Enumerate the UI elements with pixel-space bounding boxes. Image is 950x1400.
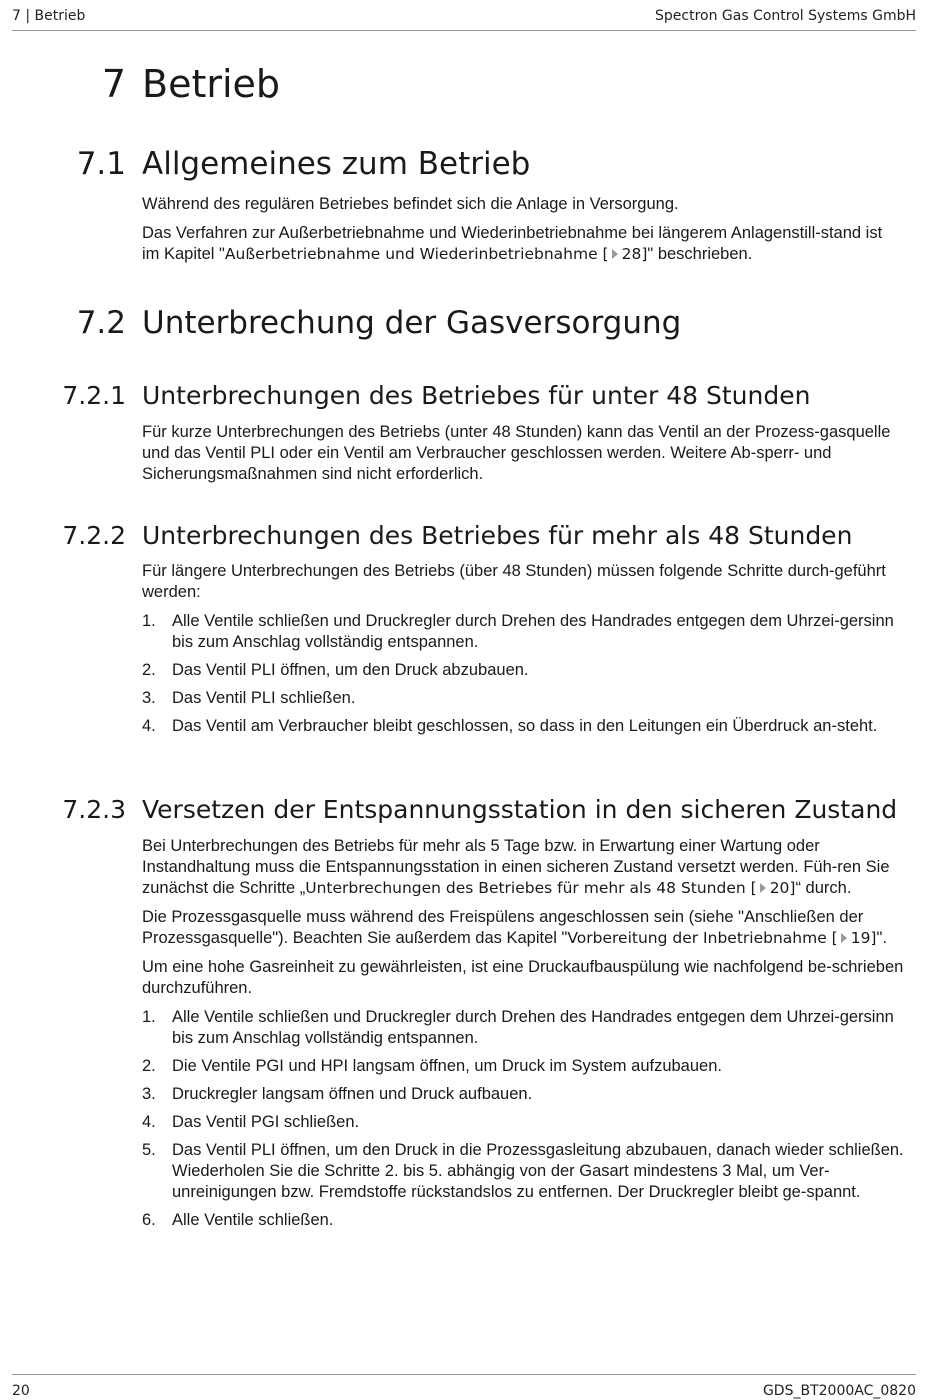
paragraph: Während des regulären Betriebes befindet sich die Anlage in Versorgung. xyxy=(142,195,679,213)
paragraph-text: Bei Unterbrechungen des Betriebs für mehr als 5 Tage bzw. in Erwartung einer Wartung oder Instandhaltung muss die Entspannungsstation in einen sicheren Zustand versetzt werden. Füh-ren Sie zunächst die Schritte „ xyxy=(142,837,890,897)
paragraph-text: ". xyxy=(876,929,887,947)
list-item-number: 4. xyxy=(142,1113,156,1131)
list-item-text: Das Ventil PGI schließen. xyxy=(172,1113,360,1131)
list-item xyxy=(142,716,908,737)
chapter-title: Betrieb xyxy=(142,62,281,106)
paragraph xyxy=(142,223,894,265)
list-item-text: Das Ventil PLI schließen. xyxy=(172,689,356,707)
paragraph-text: “ durch. xyxy=(795,879,852,897)
cross-reference-page: 28] xyxy=(621,245,648,263)
list-item-text: Das Ventil PLI öffnen, um den Druck in die Prozessgasleitung abzubauen, danach wieder schließen. xyxy=(172,1141,904,1159)
subsection-title: Versetzen der Entspannungsstation in den sicheren Zustand xyxy=(142,795,898,824)
list-item-number: 4. xyxy=(142,717,156,735)
page-header xyxy=(12,8,916,31)
list-item xyxy=(142,1112,908,1133)
list-item-number: 3. xyxy=(142,1085,156,1103)
list-item-text: Druckregler langsam öffnen und Druck aufbauen. xyxy=(172,1085,533,1103)
list-item xyxy=(142,1140,908,1203)
subsection-title: Unterbrechungen des Betriebes für unter 48 Stunden xyxy=(142,381,811,410)
paragraph xyxy=(142,836,908,899)
page-footer xyxy=(12,1374,916,1399)
cross-reference-page: 20] xyxy=(769,879,796,897)
cross-reference-link[interactable] xyxy=(305,879,795,897)
list-item-number: 1. xyxy=(142,1008,156,1026)
chapter-number: 7 xyxy=(101,62,126,106)
list-item-number: 3. xyxy=(142,689,156,707)
subsection-title: Unterbrechungen des Betriebes für mehr als 48 Stunden xyxy=(142,521,853,550)
header-section-label: 7 | Betrieb xyxy=(12,8,86,24)
list-item-text: Alle Ventile schließen und Druckregler durch Drehen des Handrades entgegen dem Uhrzei-gersinn bis zum Anschlag vollständig entspannen. xyxy=(172,1008,894,1047)
header-company-name: Spectron Gas Control Systems GmbH xyxy=(655,8,916,24)
list-item xyxy=(142,611,908,653)
list-item xyxy=(142,1056,908,1077)
cross-reference-link[interactable] xyxy=(225,245,647,263)
subsection-body-7-2-2 xyxy=(142,561,908,744)
cross-reference-page: 19] xyxy=(850,929,877,947)
paragraph xyxy=(142,907,908,949)
section-title: Unterbrechung der Gasversorgung xyxy=(142,305,682,341)
list-item-text: Das Ventil am Verbraucher bleibt geschlossen, so dass in den Leitungen ein Überdruck an-steht. xyxy=(172,717,878,735)
paragraph-text: " beschrieben. xyxy=(647,245,753,263)
subsection-number: 7.2.2 xyxy=(62,521,126,550)
paragraph-text: Die Prozessgasquelle muss während des Freispülens angeschlossen sein (siehe "Anschließen der Prozessgasquelle"). Beachten Sie außerdem das Kapitel " xyxy=(142,908,864,947)
cross-reference-text: Vorbereitung der Inbetriebnahme [ xyxy=(567,929,838,947)
list-item-number: 2. xyxy=(142,1057,156,1075)
section-body-7-1 xyxy=(142,194,912,273)
list-item xyxy=(142,688,908,709)
cross-reference-text: Unterbrechungen des Betriebes für mehr als 48 Stunden [ xyxy=(305,879,757,897)
section-title: Allgemeines zum Betrieb xyxy=(142,146,531,182)
section-number: 7.2 xyxy=(76,305,126,341)
cross-reference-link[interactable] xyxy=(567,929,876,947)
list-item-text: Das Ventil PLI öffnen, um den Druck abzubauen. xyxy=(172,661,529,679)
page-ref-arrow-icon xyxy=(760,883,766,893)
page-ref-arrow-icon xyxy=(612,249,618,259)
list-item-text: Alle Ventile schließen. xyxy=(172,1211,334,1229)
steps-list xyxy=(142,611,908,737)
paragraph: Um eine hohe Gasreinheit zu gewährleisten, ist eine Druckaufbauspülung wie nachfolgend be-schrieben durchzuführen. xyxy=(142,958,904,997)
list-item xyxy=(142,660,908,681)
page-number: 20 xyxy=(12,1383,30,1399)
list-item-text: Die Ventile PGI und HPI langsam öffnen, um Druck im System aufzubauen. xyxy=(172,1057,722,1075)
paragraph: Für längere Unterbrechungen des Betriebs (über 48 Stunden) müssen folgende Schritte durch-geführt werden: xyxy=(142,562,886,601)
list-item-number: 6. xyxy=(142,1211,156,1229)
list-item xyxy=(142,1084,908,1105)
subsection-body-7-2-3 xyxy=(142,836,908,1238)
subsection-number: 7.2.1 xyxy=(62,381,126,410)
paragraph-text: Das Verfahren zur Außerbetriebnahme und Wiederinbetriebnahme bei längerem Anlagenstill-stand ist im Kapitel " xyxy=(142,224,883,263)
list-item-number: 1. xyxy=(142,612,156,630)
list-item xyxy=(142,1007,908,1049)
page-ref-arrow-icon xyxy=(841,933,847,943)
section-number: 7.1 xyxy=(76,146,126,182)
subsection-number: 7.2.3 xyxy=(62,795,126,824)
list-item-note: Wiederholen Sie die Schritte 2. bis 5. abhängig von der Gasart mindestens 3 Mal, um Ver-unreinigungen bzw. Fremdstoffe rückstandslos zu entfernen. Der Druckregler bleibt ge-spannt. xyxy=(172,1162,861,1201)
subsection-body-7-2-1 xyxy=(142,422,908,493)
list-item xyxy=(142,1210,908,1231)
document-id: GDS_BT2000AC_0820 xyxy=(762,1383,916,1399)
list-item-number: 2. xyxy=(142,661,156,679)
paragraph: Für kurze Unterbrechungen des Betriebs (unter 48 Stunden) kann das Ventil an der Prozess-gasquelle und das Ventil PLI oder ein Ventil am Verbraucher geschlossen werden. Weitere Ab-sperr- und Sicherungsmaßnahmen sind nicht erforderlich. xyxy=(142,423,891,483)
list-item-text: Alle Ventile schließen und Druckregler durch Drehen des Handrades entgegen dem Uhrzei-gersinn bis zum Anschlag vollständig entspannen. xyxy=(172,612,894,651)
steps-list xyxy=(142,1007,908,1231)
cross-reference-text: Außerbetriebnahme und Wiederinbetriebnahme [ xyxy=(224,245,609,263)
list-item-number: 5. xyxy=(142,1141,156,1159)
